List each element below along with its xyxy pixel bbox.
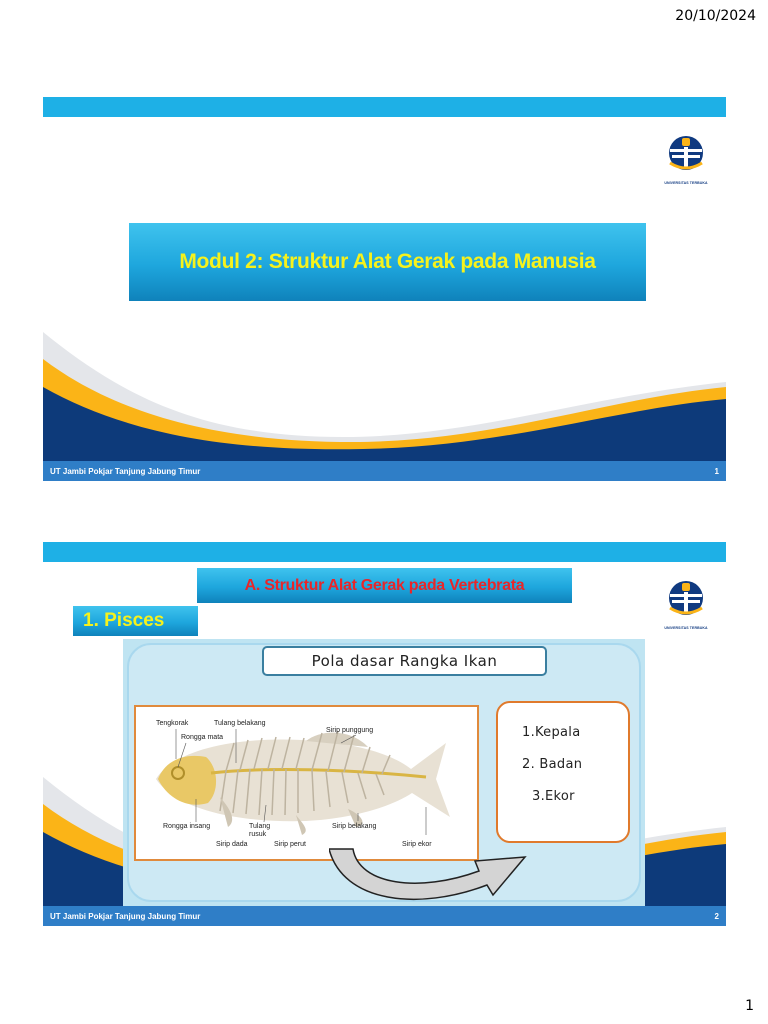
footer-slide-number: 1 [714,466,719,476]
universitas-terbuka-logo-icon [662,578,710,622]
skeleton-parts-box [496,701,630,843]
curved-arrow-icon [329,845,539,905]
part-badan: 2. Badan [522,757,583,772]
part-ekor: 3.Ekor [532,789,575,804]
slide-2 [43,542,726,926]
logo-text: UNIVERSITAS TERBUKA [664,626,708,630]
footer-text: UT Jambi Pokjar Tanjung Jabung Timur [50,911,201,921]
slide-footer [43,906,726,926]
diagram-title: Pola dasar Rangka Ikan [311,652,498,670]
subtitle-box [73,606,198,636]
label-sirip-dada: Sirip dada [216,841,248,848]
footer-slide-number: 2 [714,911,719,921]
fish-skeleton-diagram [123,639,645,906]
label-sirip-punggung: Sirip punggung [326,727,374,734]
section-title: A. Struktur Alat Gerak pada Vertebrata [244,576,525,594]
label-sirip-ekor: Sirip ekor [402,841,432,848]
logo-text: UNIVERSITAS TERBUKA [664,181,708,185]
label-tulang-rusuk-1: Tulang [249,823,271,830]
decorative-swoosh [43,97,726,481]
label-tulang-belakang: Tulang belakang [214,720,266,727]
part-kepala: 1.Kepala [522,725,581,740]
footer-text: UT Jambi Pokjar Tanjung Jabung Timur [50,466,201,476]
page-number: 1 [745,998,754,1014]
label-rongga-mata: Rongga mata [181,734,224,741]
label-tengkorak: Tengkorak [156,720,189,727]
slide-title: Modul 2: Struktur Alat Gerak pada Manusia [179,250,596,273]
label-sirip-belakang: Sirip belakang [332,823,377,830]
university-logo [662,578,710,630]
subtitle: 1. Pisces [83,610,165,631]
diagram-panel [127,643,641,902]
label-tulang-rusuk-2: rusuk [249,831,267,838]
fish-illustration-frame [134,705,479,861]
fish-skeleton-icon [136,707,477,859]
slide-footer [43,461,726,481]
section-title-box [197,568,572,603]
page-date: 20/10/2024 [675,8,756,24]
slide-1 [43,97,726,481]
label-rongga-insang: Rongga insang [163,823,211,830]
diagram-title-box [262,646,547,676]
label-sirip-perut: Sirip perut [274,841,306,848]
